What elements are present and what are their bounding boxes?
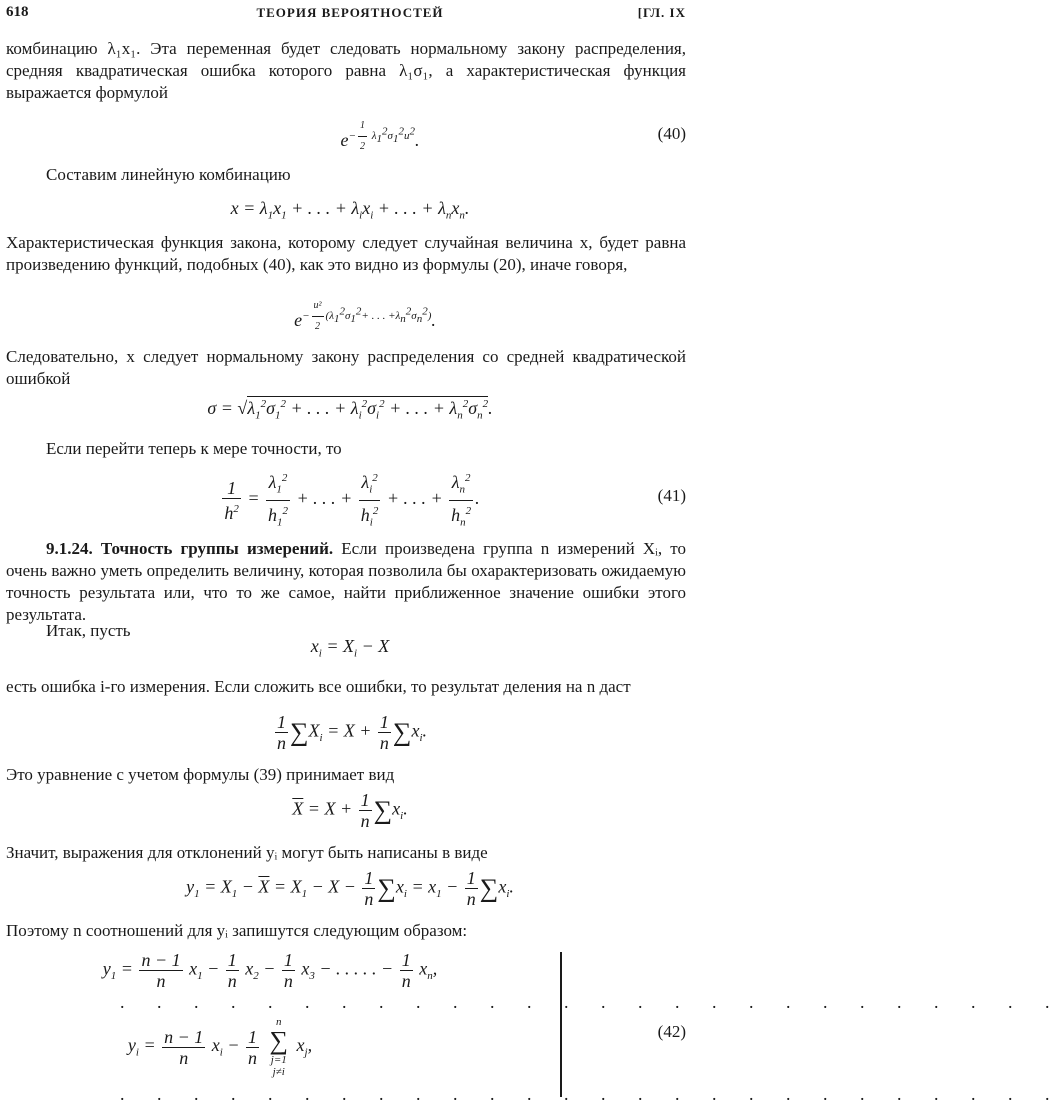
paragraph-5: Если перейти теперь к мере точности, то [46,439,342,458]
section-9-1-24 [6,538,686,626]
paragraph-4: Следовательно, x следует нормальному закону распределения со средней квадратической ошибкой [6,347,686,388]
equation-sigma: $\sigma = √\lambda_1^2\sigma_1^2$ + . . . + $\lambda_i^2\sigma_i^2$ + . . . + $\lambda_n^2\sigma_n^2$. [207,398,493,422]
equation-y1: $y_1 = X_1 - \overline{X} = X_1 - X$ − $\frac{1}{n}$ $\sum x_i = x_1$ − $\frac{1}{n}$ $\sum x_i$. [186,868,514,909]
equation-40: $e^{- \frac{1}{2} \lambda_1^2\sigma_1^2u^2}$. [0,116,700,157]
equation-42-line-1: $y_1$ = $\frac{n - 1}{n}$ $x_1$ − $\frac{1}{n}$ $x_2$ − $\frac{1}{n}$ $x_3$ − . . . . . − $\frac{1}{n}$ $x_n$, [102,950,438,991]
equation-41: $\frac{1}{h^2}$ = $\frac{\lambda_1^2}{h_1^2}$ + . . . + $\frac{\lambda_i^2}{h_i^2}$ + . . . + $\frac{\lambda_n^2}{h_n^2}$ . [0,468,700,532]
equation-linear-combination: $x = \lambda_1x_1$ + . . . + $\lambda_ix_i$ + . . . + $\lambda_nx_n$. [230,198,470,222]
chapter-label: [ГЛ. IX [637,5,686,20]
equation-number-41: (41) [657,486,686,505]
page-header [0,4,700,26]
equation-42-line-2: $y_i$ = $\frac{n - 1}{n}$ $x_i$ − $\frac{1}{n}$ n ∑ j=1 j≠i $x_j$, [127,1016,313,1078]
section-text: Если произведена группа n измерений Xᵢ, то очень важно уметь определить величину, которая позволила бы охарактеризовать ожидаемую точность результата или, что то же самое, найти приближенное значение ошибки этого результата. [6,539,687,624]
paragraph-8: Это уравнение с учетом формулы (39) принимает вид [6,765,395,784]
section-number: 9.1.24. [46,539,93,558]
paragraph-6: Итак, пусть [46,621,131,640]
equation-number-42: (42) [657,1022,686,1041]
page-number: 618 [6,4,29,20]
running-title: ТЕОРИЯ ВЕРОЯТНОСТЕЙ [256,5,444,20]
equation-number-40: (40) [657,124,686,143]
paragraph-9: Значит, выражения для отклонений yᵢ могут быть написаны в виде [6,843,488,862]
paragraph-1: комбинацию λ₁x₁. Эта переменная будет следовать нормальному закону распределения, средняя квадратическая ошибка которого равна λ₁σ₁, а характеристическая функция выражается формулой [6,39,686,102]
paragraph-7: есть ошибка i-го измерения. Если сложить все ошибки, то результат деления на n даст [6,677,631,696]
equation-char-function: $e^{- \frac{\text{u²}}{2} (\lambda_1^2\sigma_1^2+ . . . +\lambda_n^2\sigma_n^2)}$. [0,296,700,337]
dotted-row-2: . . . . . . . . . . . . . . . . . . . . . . . . . . [120,1084,1064,1104]
paragraph-3: Характеристическая функция закона, которому следует случайная величина x, будет равна произведению функций, подобных (40), как это видно из формулы (20), иначе говоря, [6,233,686,274]
equation-error-definition: $x_i = X_i - X$ [310,636,390,660]
section-title: Точность группы измерений. [100,539,334,558]
dotted-row-1: . . . . . . . . . . . . . . . . . . . . . . . . . . [120,992,1064,1012]
equation-mean-sum: $\frac{1}{n}$ $\sum X_i = X$ + $\frac{1}{n}$ $\sum x_i$. [276,712,427,753]
paragraph-2: Составим линейную комбинацию [46,165,291,184]
equation-mean-bar: $\overline{X} = X$ + $\frac{1}{n}$ $\sum x_i$. [292,790,408,831]
right-brace [550,952,562,1097]
paragraph-10: Поэтому n соотношений для yᵢ запишутся следующим образом: [6,921,468,940]
